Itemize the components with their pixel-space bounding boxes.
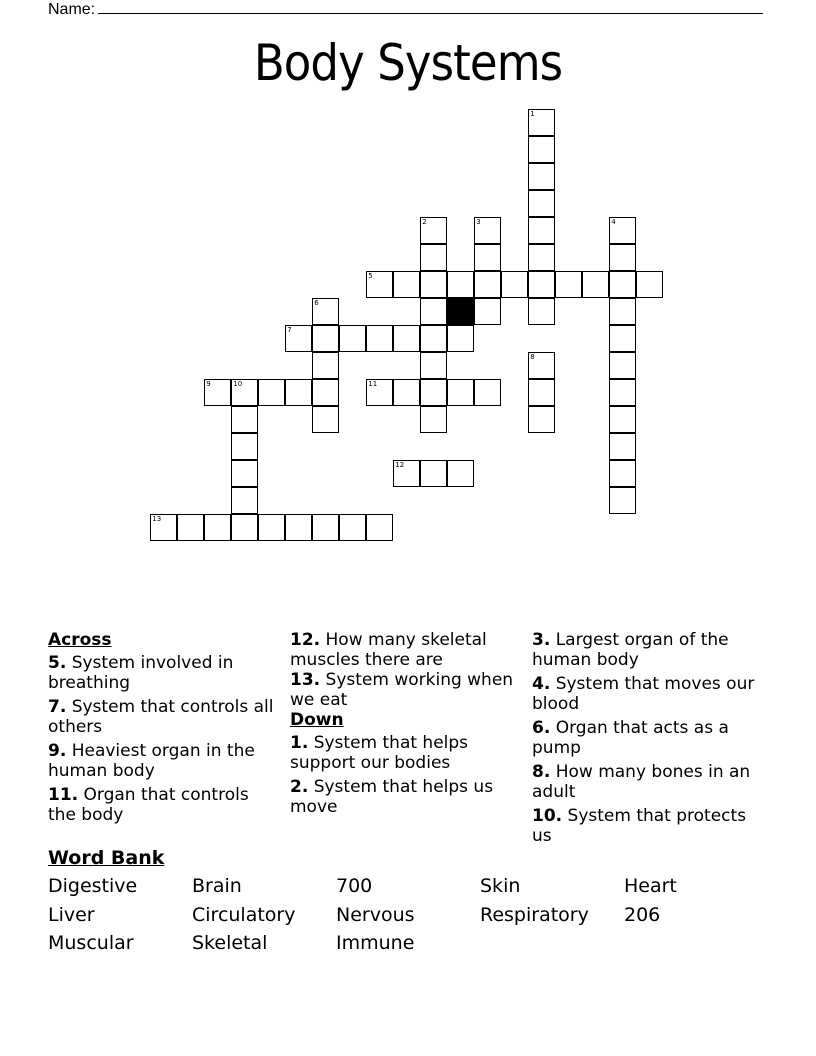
crossword-cell[interactable] bbox=[474, 298, 501, 325]
clue-number: 7 bbox=[287, 326, 292, 335]
crossword-cell[interactable] bbox=[231, 460, 258, 487]
crossword-cell[interactable] bbox=[528, 163, 555, 190]
crossword-cell[interactable] bbox=[177, 514, 204, 541]
crossword-cell[interactable] bbox=[393, 460, 420, 487]
word-bank-item: Muscular bbox=[48, 932, 134, 954]
crossword-cell[interactable] bbox=[474, 271, 501, 298]
crossword-cell[interactable] bbox=[609, 433, 636, 460]
word-bank-item: Liver bbox=[48, 903, 95, 926]
crossword-cell[interactable] bbox=[366, 325, 393, 352]
crossword-cell[interactable] bbox=[204, 514, 231, 541]
crossword-cell[interactable] bbox=[231, 406, 258, 433]
clue-down-4: 4. System that moves our blood bbox=[532, 674, 755, 714]
down-heading: Down bbox=[290, 710, 344, 730]
crossword-cell[interactable] bbox=[528, 190, 555, 217]
clues-column-1 bbox=[48, 630, 278, 829]
clue-number: 13 bbox=[152, 515, 162, 524]
crossword-cell[interactable] bbox=[231, 514, 258, 541]
clue-down-3: 3. Largest organ of the human body bbox=[532, 630, 729, 670]
crossword-cell[interactable] bbox=[393, 379, 420, 406]
crossword-cell[interactable] bbox=[231, 379, 258, 406]
word-bank-item: Immune bbox=[336, 932, 415, 954]
crossword-cell[interactable] bbox=[420, 271, 447, 298]
crossword-cell[interactable] bbox=[393, 325, 420, 352]
word-bank-item: Heart bbox=[624, 875, 677, 897]
crossword-cell[interactable] bbox=[420, 244, 447, 271]
crossword-cell[interactable] bbox=[312, 406, 339, 433]
crossword-cell[interactable] bbox=[609, 379, 636, 406]
clue-across-12: 12. How many skeletal muscles there are bbox=[290, 630, 487, 670]
crossword-cell[interactable] bbox=[312, 352, 339, 379]
clue-number: 1 bbox=[530, 110, 535, 119]
crossword-cell[interactable] bbox=[528, 109, 555, 136]
crossword-cell[interactable] bbox=[420, 298, 447, 325]
crossword-cell[interactable] bbox=[366, 271, 393, 298]
crossword-cell[interactable] bbox=[366, 514, 393, 541]
crossword-cell[interactable] bbox=[609, 352, 636, 379]
crossword-cell[interactable] bbox=[555, 271, 582, 298]
crossword-cell[interactable] bbox=[393, 271, 420, 298]
crossword-cell[interactable] bbox=[474, 244, 501, 271]
word-bank-item: Brain bbox=[192, 875, 242, 897]
clue-number: 9 bbox=[206, 380, 211, 389]
crossword-cell[interactable] bbox=[528, 244, 555, 271]
crossword-cell[interactable] bbox=[312, 514, 339, 541]
page-title: Body Systems bbox=[253, 34, 563, 92]
crossword-cell[interactable] bbox=[528, 217, 555, 244]
crossword-cell[interactable] bbox=[420, 217, 447, 244]
clue-number: 10 bbox=[233, 380, 243, 389]
crossword-cell[interactable] bbox=[474, 379, 501, 406]
crossword-cell[interactable] bbox=[420, 352, 447, 379]
crossword-cell[interactable] bbox=[447, 379, 474, 406]
crossword-cell[interactable] bbox=[609, 487, 636, 514]
crossword-cell[interactable] bbox=[312, 325, 339, 352]
crossword-cell[interactable] bbox=[528, 352, 555, 379]
clue-number: 5 bbox=[368, 272, 373, 281]
crossword-cell[interactable] bbox=[366, 379, 393, 406]
crossword-cell[interactable] bbox=[285, 379, 312, 406]
crossword-block-cell bbox=[447, 298, 474, 325]
word-bank-item: Circulatory bbox=[192, 903, 296, 926]
crossword-cell[interactable] bbox=[609, 271, 636, 298]
word-bank-item: Respiratory bbox=[480, 903, 589, 926]
crossword-cell[interactable] bbox=[312, 298, 339, 325]
crossword-cell[interactable] bbox=[339, 514, 366, 541]
crossword-cell[interactable] bbox=[231, 487, 258, 514]
clue-down-1: 1. System that helps support our bodies bbox=[290, 733, 469, 773]
word-bank-item: Digestive bbox=[48, 875, 138, 897]
crossword-cell[interactable] bbox=[609, 217, 636, 244]
word-bank-item: Skin bbox=[480, 875, 521, 897]
clue-number: 8 bbox=[530, 353, 535, 362]
crossword-cell[interactable] bbox=[447, 271, 474, 298]
crossword-cell[interactable] bbox=[312, 379, 339, 406]
name-label: Name: bbox=[48, 1, 96, 18]
word-bank bbox=[48, 872, 768, 958]
clue-down-10: 10. System that protects us bbox=[532, 806, 747, 846]
crossword-cell[interactable] bbox=[285, 514, 312, 541]
crossword-cell[interactable] bbox=[339, 325, 366, 352]
crossword-cell[interactable] bbox=[609, 325, 636, 352]
clue-across-13: 13. System working when we eat bbox=[290, 670, 514, 710]
crossword-cell[interactable] bbox=[150, 514, 177, 541]
crossword-cell[interactable] bbox=[474, 217, 501, 244]
clue-number: 6 bbox=[314, 299, 319, 308]
crossword-cell[interactable] bbox=[447, 460, 474, 487]
across-heading: Across bbox=[48, 630, 112, 650]
crossword-cell[interactable] bbox=[609, 244, 636, 271]
crossword-cell[interactable] bbox=[501, 271, 528, 298]
crossword-cell[interactable] bbox=[285, 325, 312, 352]
crossword-cell[interactable] bbox=[609, 406, 636, 433]
clue-across-5: 5. System involved in breathing bbox=[48, 653, 234, 693]
crossword-cell[interactable] bbox=[609, 298, 636, 325]
crossword-cell[interactable] bbox=[258, 379, 285, 406]
crossword-cell[interactable] bbox=[204, 379, 231, 406]
crossword-cell[interactable] bbox=[447, 325, 474, 352]
clue-number: 3 bbox=[476, 218, 481, 227]
clue-down-8: 8. How many bones in an adult bbox=[532, 762, 751, 802]
clue-number: 2 bbox=[422, 218, 427, 227]
crossword-cell[interactable] bbox=[420, 406, 447, 433]
word-bank-item: Skeletal bbox=[192, 932, 268, 954]
crossword-cell[interactable] bbox=[420, 325, 447, 352]
clue-down-6: 6. Organ that acts as a pump bbox=[532, 718, 729, 758]
clue-number: 12 bbox=[395, 461, 405, 470]
crossword-cell[interactable] bbox=[528, 136, 555, 163]
crossword-cell[interactable] bbox=[636, 271, 663, 298]
crossword-cell[interactable] bbox=[231, 433, 258, 460]
crossword-cell[interactable] bbox=[582, 271, 609, 298]
crossword-cell[interactable] bbox=[609, 460, 636, 487]
clue-across-9: 9. Heaviest organ in the human body bbox=[48, 741, 255, 781]
clues-column-3 bbox=[532, 630, 767, 850]
crossword-cell[interactable] bbox=[420, 460, 447, 487]
clue-number: 11 bbox=[368, 380, 378, 389]
clue-across-7: 7. System that controls all others bbox=[48, 697, 274, 737]
clue-number: 4 bbox=[611, 218, 616, 227]
crossword-cell[interactable] bbox=[420, 379, 447, 406]
clue-down-2: 2. System that helps us move bbox=[290, 777, 494, 817]
clues-column-2 bbox=[290, 630, 520, 821]
crossword-cell[interactable] bbox=[258, 514, 285, 541]
word-bank-item: 206 bbox=[624, 903, 661, 926]
word-bank-item: 700 bbox=[336, 875, 373, 897]
crossword-cell[interactable] bbox=[528, 271, 555, 298]
crossword-cell[interactable] bbox=[528, 406, 555, 433]
crossword-cell[interactable] bbox=[528, 298, 555, 325]
crossword-cell[interactable] bbox=[528, 379, 555, 406]
word-bank-item: Nervous bbox=[336, 903, 415, 926]
word-bank-title: Word Bank bbox=[48, 847, 165, 869]
clue-across-11: 11. Organ that controls the body bbox=[48, 785, 249, 825]
